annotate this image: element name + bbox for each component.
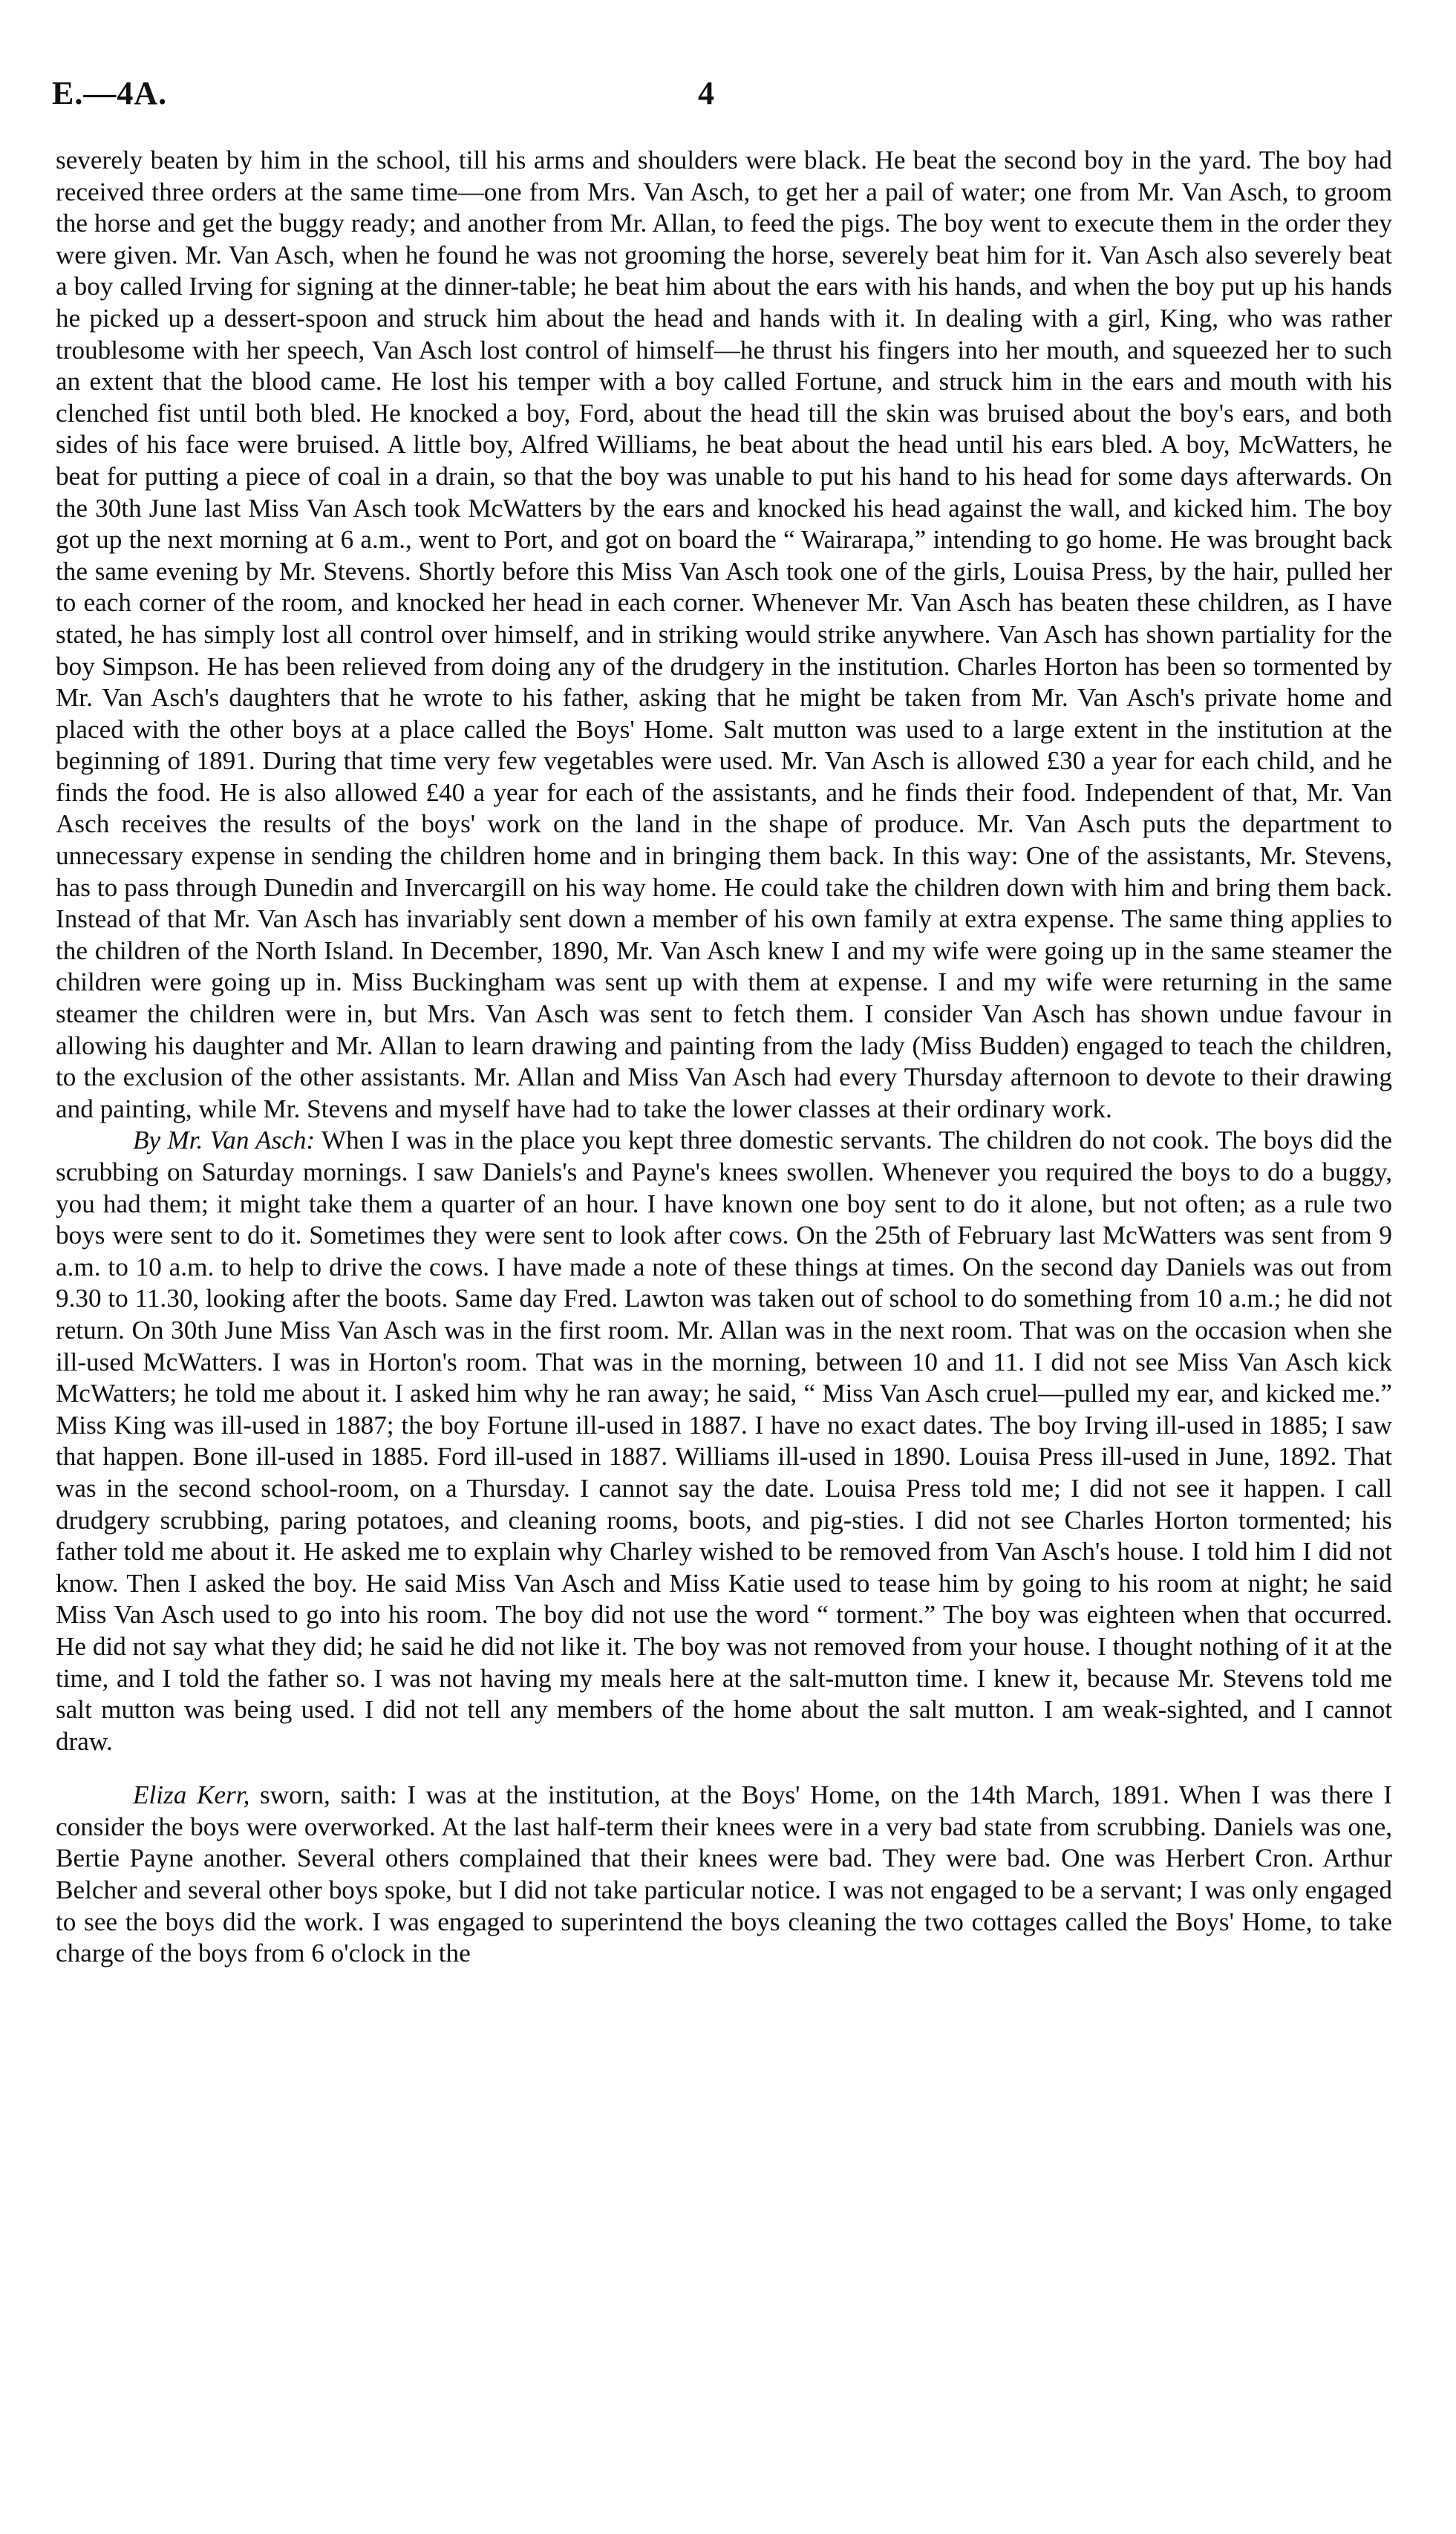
document-reference: E.—4A.: [52, 75, 168, 111]
paragraph-cross-examination: [56, 1125, 1392, 1757]
speaker-label: Eliza Kerr,: [133, 1780, 250, 1810]
page-number: 4: [698, 75, 714, 111]
page-header: [52, 74, 1404, 119]
page-body: [56, 145, 1392, 1970]
paragraph-text: When I was in the place you kept three domestic servants. The children do not cook. The boys did the scrubbing on Saturday mornings. I saw Daniels's and Payne's knees swollen. Whenever you required the boys to do a buggy, you had them; it might take them a quarter of an hour. I have known one boy sent to do it alone, but not often; as a rule two boys were sent to do it. Sometimes they were sent to look after cows. On the 25th of February last McWatters was sent from 9 a.m. to 10 a.m. to help to drive the cows. I have made a note of these things at times. On the second day Daniels was out from 9.30 to 11.30, looking after the boots. Same day Fred. Lawton was taken out of school to do something from 10 a.m.; he did not return. On 30th June Miss Van Asch was in the first room. Mr. Allan was in the next room. That was on the occasion when she ill-used McWatters. I was in Horton's room. That was in the morning, between 10 and 11. I did not see Miss Van Asch kick McWatters; he told me about it. I asked him why he ran away; he said, “ Miss Van Asch cruel—pulled my ear, and kicked me.” Miss King was ill-used in 1887; the boy Fortune ill-used in 1887. I have no exact dates. The boy Irving ill-used in 1885; I saw that happen. Bone ill-used in 1885. Ford ill-used in 1887. Williams ill-used in 1890. Louisa Press ill-used in June, 1892. That was in the second school-room, on a Thursday. I cannot say the date. Louisa Press told me; I did not see it happen. I call drudgery scrubbing, paring potatoes, and cleaning rooms, boots, and pig-sties. I did not see Charles Horton tormented; his father told me about it. He asked me to explain why Charley wished to be removed from Van Asch's house. I told him I did not know. Then I asked the boy. He said Miss Van Asch and Miss Katie used to tease him by going to his room at night; he said Miss Van Asch used to go into his room. The boy did not use the word “ torment.” The boy was eighteen when that occurred. He did not say what they did; he said he did not like it. The boy was not removed from your house. I thought nothing of it at the time, and I told the father so. I was not having my meals here at the salt-mutton time. I knew it, because Mr. Stevens told me salt mutton was being used. I did not tell any members of the home about the salt mutton. I am weak-sighted, and I cannot draw.: [56, 1126, 1392, 1756]
paragraph-eliza-kerr-testimony: [56, 1780, 1392, 1970]
paragraph-text: sworn, saith: I was at the institution, at the Boys' Home, on the 14th March, 1891. When I was there I consider the boys were overworked. At the last half-term their knees were in a very bad state from scrubbing. Daniels was one, Bertie Payne another. Several others complained that their knees were bad. They were bad. One was Herbert Cron. Arthur Belcher and several other boys spoke, but I did not take particular notice. I was not engaged to be a servant; I was only engaged to see the boys did the work. I was engaged to superintend the boys cleaning the two cottages called the Boys' Home, to take charge of the boys from 6 o'clock in the: [56, 1780, 1392, 1968]
paragraph-text: severely beaten by him in the school, till his arms and shoulders were black. He beat the second boy in the yard. The boy had received three orders at the same time—one from Mrs. Van Asch, to get her a pail of water; one from Mr. Van Asch, to groom the horse and get the buggy ready; and another from Mr. Allan, to feed the pigs. The boy went to execute them in the order they were given. Mr. Van Asch, when he found he was not grooming the horse, severely beat him for it. Van Asch also severely beat a boy called Irving for signing at the dinner-table; he beat him about the ears with his hands, and when the boy put up his hands he picked up a dessert-spoon and struck him about the head and hands with it. In dealing with a girl, King, who was rather troublesome with her speech, Van Asch lost control of himself—he thrust his fingers into her mouth, and squeezed her to such an extent that the blood came. He lost his temper with a boy called Fortune, and struck him in the ears and mouth with his clenched fist until both bled. He knocked a boy, Ford, about the head till the skin was bruised about the boy's ears, and both sides of his face were bruised. A little boy, Alfred Williams, he beat about the head until his ears bled. A boy, McWatters, he beat for putting a piece of coal in a drain, so that the boy was unable to put his hand to his head for some days afterwards. On the 30th June last Miss Van Asch took McWatters by the ears and knocked his head against the wall, and kicked him. The boy got up the next morning at 6 a.m., went to Port, and got on board the “ Wairarapa,” intending to go home. He was brought back the same evening by Mr. Stevens. Shortly before this Miss Van Asch took one of the girls, Louisa Press, by the hair, pulled her to each corner of the room, and knocked her head in each corner. Whenever Mr. Van Asch has beaten these children, as I have stated, he has simply lost all control over himself, and in striking would strike anywhere. Van Asch has shown partiality for the boy Simpson. He has been relieved from doing any of the drudgery in the institution. Charles Horton has been so tormented by Mr. Van Asch's daughters that he wrote to his father, asking that he might be taken from Mr. Van Asch's private home and placed with the other boys at a place called the Boys' Home. Salt mutton was used to a large extent in the institution at the beginning of 1891. During that time very few vegetables were used. Mr. Van Asch is allowed £30 a year for each child, and he finds the food. He is also allowed £40 a year for each of the assistants, and he finds their food. Independent of that, Mr. Van Asch receives the results of the boys' work on the land in the shape of produce. Mr. Van Asch puts the department to unnecessary expense in sending the children home and in bringing them back. In this way: One of the assistants, Mr. Stevens, has to pass through Dunedin and Invercargill on his way home. He could take the children down with him and bring them back. Instead of that Mr. Van Asch has invariably sent down a member of his own family at extra expense. The same thing applies to the children of the North Island. In December, 1890, Mr. Van Asch knew I and my wife were going up in the same steamer the children were going up in. Miss Buckingham was sent up with them at expense. I and my wife were returning in the same steamer the children were in, but Mrs. Van Asch was sent to fetch them. I consider Van Asch has shown undue favour in allowing his daughter and Mr. Allan to learn drawing and painting from the lady (Miss Budden) engaged to teach the children, to the exclusion of the other assistants. Mr. Allan and Miss Van Asch had every Thursday afternoon to devote to their drawing and painting, while Mr. Stevens and myself have had to take the lower classes at their ordinary work.: [56, 146, 1392, 1123]
paragraph-continued-testimony: [56, 145, 1392, 1125]
speaker-label: By Mr. Van Asch:: [133, 1126, 316, 1155]
